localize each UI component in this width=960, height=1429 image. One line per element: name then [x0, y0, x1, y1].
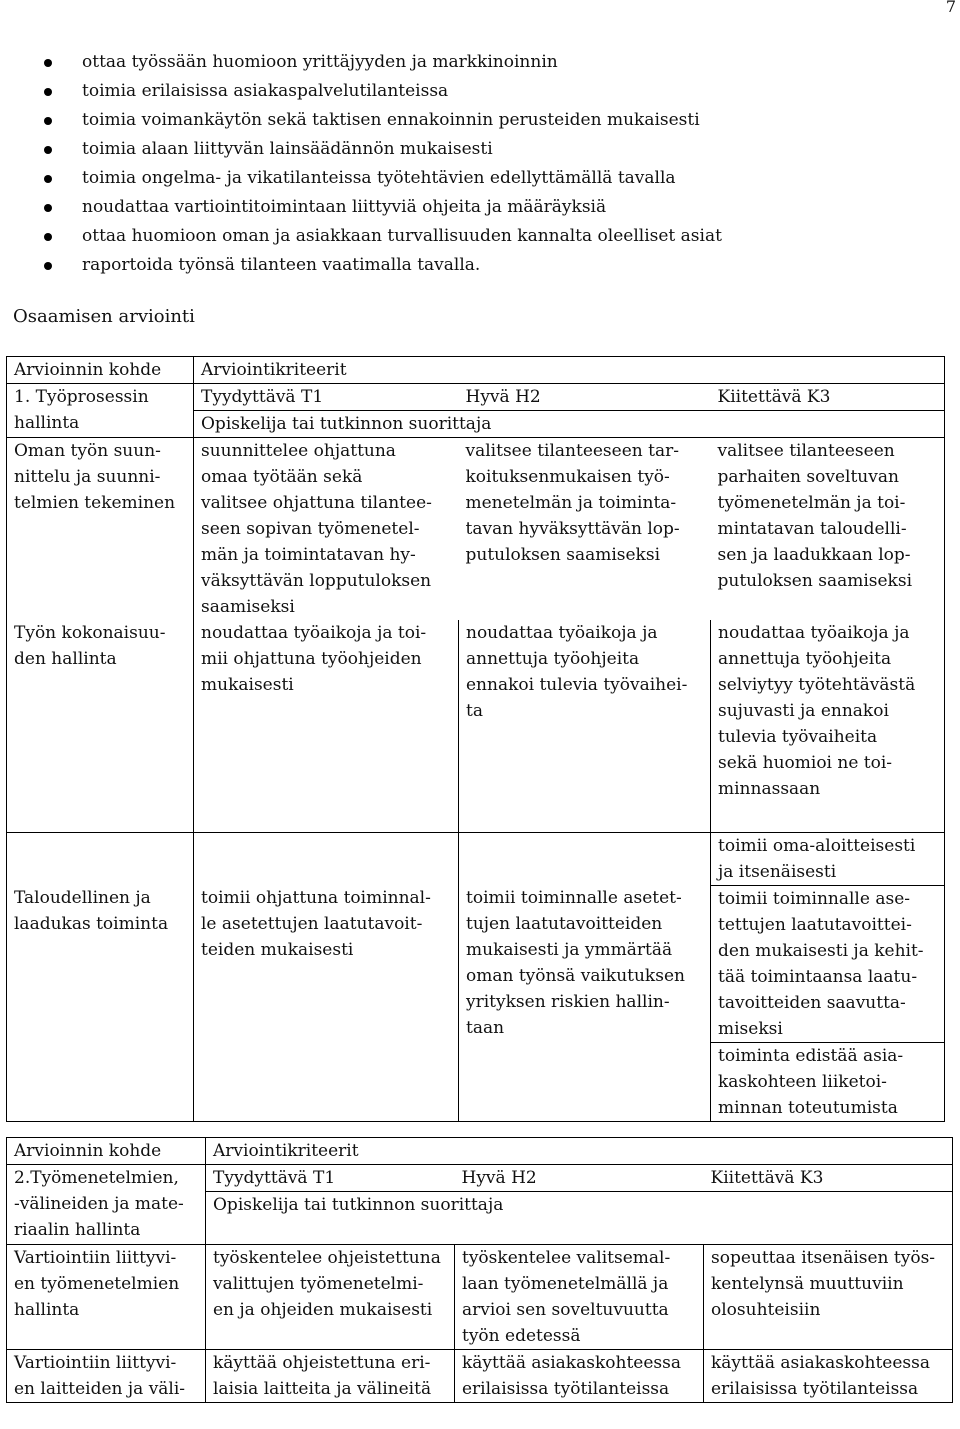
cell-h2: työskentelee valitsemal- laan työmenetelmällä ja arvioi sen soveltuvuutta työn edetessä — [455, 1245, 704, 1350]
cell-k3: valitsee tilanteeseen parhaiten soveltuvan työmenetelmän ja toi- mintatavan taloudelli- sen ja laadukkaan lop- putuloksen saamiseksi — [711, 438, 945, 621]
cell-t1: noudattaa työaikoja ja toi- mii ohjattuna työohjeiden mukaisesti — [194, 620, 459, 833]
list-item: toimia alaan liittyvän lainsäädännön mukaisesti — [0, 135, 960, 164]
header-target: Arvioinnin kohde — [7, 357, 194, 384]
bullet-icon — [44, 88, 52, 96]
row-label: Oman työn suun- nittelu ja suunni- telmien tekeminen — [7, 438, 194, 621]
list-item: toimia erilaisissa asiakaspalvelutilanteissa — [0, 77, 960, 106]
cell-t1: toimii ohjattuna toiminnal- le asetettujen laatutavoit- teiden mukaisesti — [194, 833, 459, 1122]
cell-h2: valitsee tilanteeseen tar- koituksenmukaisen työ- menetelmän ja toiminta- tavan hyväksyttävän lop- putuloksen saamiseksi — [459, 438, 711, 621]
target-label: 1. Työprosessin hallinta — [7, 384, 194, 438]
page-number: 7 — [945, 0, 956, 16]
list-item: toimia ongelma- ja vikatilanteissa työtehtävien edellyttämällä tavalla — [0, 164, 960, 193]
cell-t1: suunnittelee ohjattuna omaa työtään sekä valitsee ohjattuna tilantee- seen sopivan työmenetel- män ja toimintatavan hy- väksyttävän lopputuloksen saamiseksi — [194, 438, 459, 621]
table-header-row — [7, 357, 945, 384]
level-h2: Hyvä H2 — [459, 384, 711, 411]
table-header-row — [7, 1138, 953, 1165]
table-row — [7, 438, 945, 621]
cell-k3: sopeuttaa itsenäisen työs- kentelynsä muuttuviin olosuhteisiin — [704, 1245, 953, 1350]
bullet-icon — [44, 59, 52, 67]
list-item: ottaa huomioon oman ja asiakkaan turvallisuuden kannalta oleelliset asiat — [0, 222, 960, 251]
bullet-icon — [44, 175, 52, 183]
assessment-table-1 — [6, 356, 945, 1122]
bullet-icon — [44, 204, 52, 212]
list-item: noudattaa vartiointitoimintaan liittyviä ohjeita ja määräyksiä — [0, 193, 960, 222]
header-criteria: Arviointikriteerit — [194, 357, 945, 384]
cell-t1: työskentelee ohjeistettuna valittujen työmenetelmi- en ja ohjeiden mukaisesti — [206, 1245, 455, 1350]
subheader: Opiskelija tai tutkinnon suorittaja — [194, 411, 945, 438]
table-row — [7, 1350, 953, 1403]
cell-k3: toimii toiminnalle ase- tettujen laatutavoittei- den mukaisesti ja kehit- tää toimintaansa laatu- tavoitteiden saavutta- miseksi — [711, 886, 945, 1043]
bullet-icon — [44, 117, 52, 125]
table-row — [7, 620, 945, 833]
cell-h2: toimii toiminnalle asetet- tujen laatutavoitteiden mukaisesti ja ymmärtää oman työnsä vaikutuksen yrityksen riskien hallin- taan — [459, 833, 711, 1122]
level-k3: Kiitettävä K3 — [711, 384, 945, 411]
cell-h2: noudattaa työaikoja ja annettuja työohjeita ennakoi tulevia työvaihei- ta — [459, 620, 711, 833]
skills-bullet-list — [0, 48, 960, 280]
table-row — [7, 1245, 953, 1350]
level-h2: Hyvä H2 — [455, 1165, 704, 1192]
list-item: ottaa työssään huomioon yrittäjyyden ja markkinoinnin — [0, 48, 960, 77]
level-t1: Tyydyttävä T1 — [206, 1165, 455, 1192]
assessment-table-2 — [6, 1137, 953, 1403]
list-item: toimia voimankäytön sekä taktisen ennakoinnin perusteiden mukaisesti — [0, 106, 960, 135]
row-label: Vartiointiin liittyvi- en työmenetelmien hallinta — [7, 1245, 206, 1350]
target-label: 2.Työmenetelmien, -välineiden ja mate- riaalin hallinta — [7, 1165, 206, 1245]
level-row — [7, 384, 945, 411]
cell-k3: käyttää asiakaskohteessa erilaisissa työtilanteissa — [704, 1350, 953, 1403]
subheader: Opiskelija tai tutkinnon suorittaja — [206, 1192, 953, 1245]
row-label: Vartiointiin liittyvi- en laitteiden ja väli- — [7, 1350, 206, 1403]
header-target: Arvioinnin kohde — [7, 1138, 206, 1165]
cell-k3: noudattaa työaikoja ja annettuja työohjeita selviytyy työtehtävästä sujuvasti ja ennakoi tulevia työvaiheita sekä huomioi ne toi- minnassaan — [711, 620, 945, 833]
level-row — [7, 1165, 953, 1192]
bullet-icon — [44, 146, 52, 154]
bullet-icon — [44, 262, 52, 270]
cell-k3-bottom: toiminta edistää asia- kaskohteen liiketoi- minnan toteutumista — [711, 1043, 945, 1122]
section-heading: Osaamisen arviointi — [13, 306, 195, 327]
cell-h2: käyttää asiakaskohteessa erilaisissa työtilanteissa — [455, 1350, 704, 1403]
header-criteria: Arviointikriteerit — [206, 1138, 953, 1165]
cell-k3-top: toimii oma-aloitteisesti ja itsenäisesti — [711, 833, 945, 886]
bullet-icon — [44, 233, 52, 241]
cell-t1: käyttää ohjeistettuna eri- laisia laitteita ja välineitä — [206, 1350, 455, 1403]
row-label: Taloudellinen ja laadukas toiminta — [7, 833, 194, 1122]
list-item: raportoida työnsä tilanteen vaatimalla tavalla. — [0, 251, 960, 280]
level-k3: Kiitettävä K3 — [704, 1165, 953, 1192]
row-label: Työn kokonaisuu- den hallinta — [7, 620, 194, 833]
level-t1: Tyydyttävä T1 — [194, 384, 459, 411]
table-row — [7, 833, 945, 886]
